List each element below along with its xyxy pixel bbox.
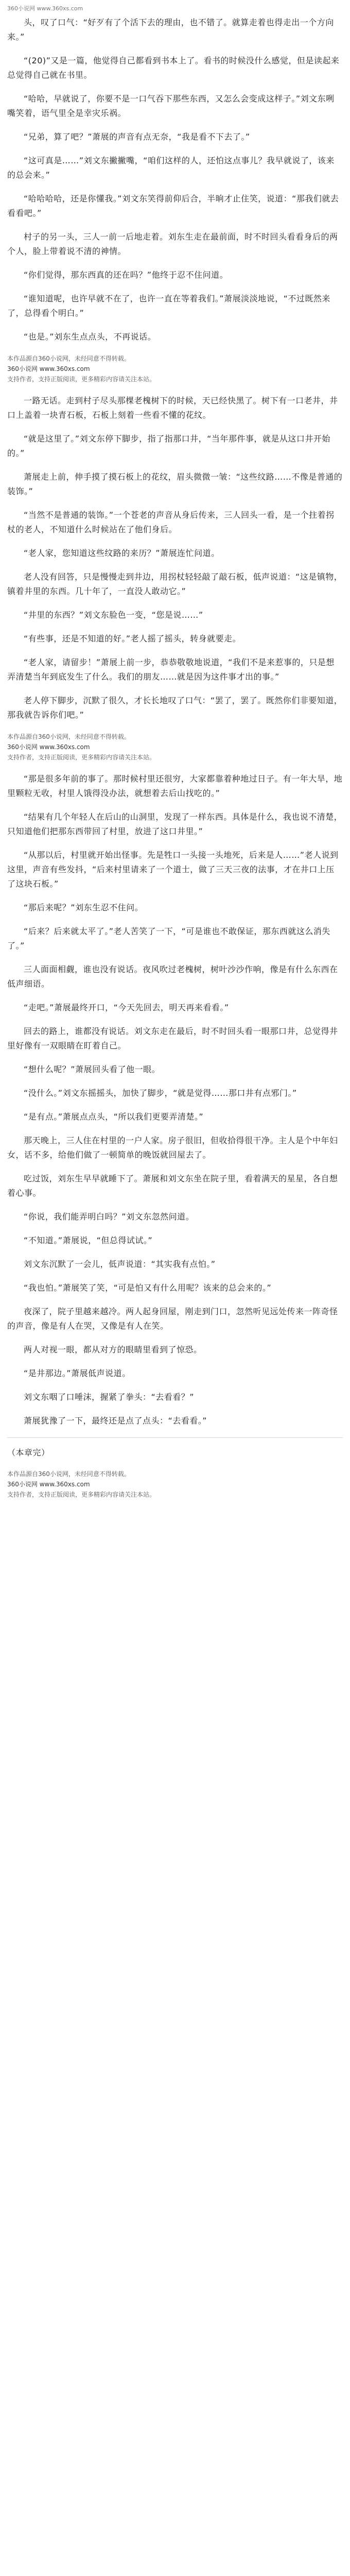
site-ad-block (7, 353, 343, 384)
paragraph: “谁知道呢，也许早就不在了，也许一直在等着我们。”萧展淡淡地说，“不过既然来了，总得看个明白。” (7, 294, 330, 318)
ad-site-link[interactable]: 360小说网 www.360xs.com (7, 1481, 90, 1488)
paragraph: “老人家，请留步！”萧展上前一步，恭恭敬敬地说道，“我们不是来惹事的，只是想弄清楚当年到底发生了什么。我们的朋友……就是因为这件事才出的事。” (7, 657, 335, 682)
paragraph: “后来？后来就太平了。”老人苦笑了一下，“可是谁也不敢保证，那东西就这么消失了。” (7, 926, 330, 951)
paragraph: “(20)”又是一篇，他觉得自己都看到书本上了。看书的时候没什么感觉，但是读起来总觉得自己就在书里。 (7, 56, 340, 80)
site-ad-block (7, 1469, 343, 1500)
paragraph: “没什么。”刘文东摇摇头，加快了脚步，“就是觉得……那口井有点邪门。” (24, 1088, 297, 1098)
paragraph: 夜深了，院子里越来越冷。两人起身回屋，刚走到门口，忽然听见远处传来一阵奇怪的声音，像是有人在哭，又像是有人在笑。 (7, 1307, 338, 1331)
paragraph: 刘文东沉默了一会儿，低声说道：“其实我有点怕。” (24, 1259, 216, 1269)
paragraph: “我也怕。”萧展笑了笑，“可是怕又有什么用呢？该来的总会来的。” (24, 1283, 272, 1293)
paragraph: 回去的路上，谁都没有说话。刘文东走在最后，时不时回头看一眼那口井，总觉得井里好像有一双眼睛在盯着自己。 (7, 1026, 338, 1050)
paragraph: 两人对视一眼，都从对方的眼睛里看到了惊恐。 (24, 1345, 202, 1354)
paragraph: 萧展犹豫了一下，最终还是点了点头：“去看看。” (24, 1416, 207, 1426)
ad-line: 支持作者，支持正版阅读，更多精彩内容请关注本站。 (7, 1491, 156, 1498)
paragraph: 老人没有回答，只是慢慢走到井边，用拐杖轻轻敲了敲石板，低声说道：“这是镇物，镇着井里的东西。几十年了，一直没人敢动它。” (7, 572, 343, 596)
paragraph: “那是很多年前的事了。那时候村里还很穷，大家都靠着种地过日子。有一年大旱，地里颗粒无收，村里人饿得没办法，就想着去后山找吃的。” (7, 774, 343, 798)
ad-line: 支持作者，支持正版阅读，更多精彩内容请关注本站。 (7, 376, 156, 383)
paragraph: “你们觉得，那东西真的还在吗？”他终于忍不住问道。 (24, 270, 229, 280)
paragraph: “有些事，还是不知道的好。”老人摇了摇头，转身就要走。 (24, 634, 241, 643)
paragraph: 那天晚上，三人住在村里的一户人家。房子很旧，但收拾得很干净。主人是个中年妇女，话不多，给他们做了一顿简单的晚饭就回屋去了。 (7, 1136, 338, 1160)
paragraph: “井里的东西？”刘文东脸色一变，“您是说……” (24, 610, 203, 620)
paragraph: “结果有几个年轻人在后山的山洞里，发现了一样东西。具体是什么，我也说不清楚，只知道他们把那东西带回了村里，放进了这口井里。” (7, 812, 343, 836)
paragraph: “老人家，您知道这些纹路的来历？”萧展连忙问道。 (24, 548, 220, 558)
paragraph: “这可真是……”刘文东撇撇嘴，“咱们这样的人，还怕这点事儿？我早就说了，该来的总会来。” (7, 156, 335, 180)
paragraph: 吃过饭，刘东生早早就睡下了。萧展和刘文东坐在院子里，看着满天的星星，各自想着心事。 (7, 1174, 338, 1198)
paragraph: 刘文东咽了口唾沫，握紧了拳头：“去看看？” (24, 1392, 195, 1402)
paragraph: “走吧。”萧展最终开口，“今天先回去，明天再来看看。” (24, 1003, 229, 1012)
paragraph: “当然不是普通的装饰。”一个苍老的声音从身后传来，三人回头一看，是一个拄着拐杖的老人，不知道什么时候站在了他们身后。 (7, 510, 335, 534)
ad-site-link[interactable]: 360小说网 www.360xs.com (7, 365, 90, 372)
paragraph: 老人停下脚步，沉默了很久，才长长地叹了口气：“罢了，罢了。既然你们非要知道，那我就告诉你们吧。” (7, 696, 343, 720)
paragraph: 一路无话。走到村子尽头那棵老槐树下的时候，天已经快黑了。树下有一口老井，井口上盖着一块青石板，石板上刻着一些看不懂的花纹。 (7, 396, 338, 420)
paragraph: “也是。”刘东生点点头，不再说话。 (24, 332, 156, 342)
ad-line: 本作品源自360小说网，未经同意不得转载。 (7, 1470, 130, 1478)
paragraph: “就是这里了。”刘文东停下脚步，指了指那口井，“当年那件事，就是从这口井开始的。” (7, 434, 330, 458)
paragraph: “是有点。”萧展点点头，“所以我们更要弄清楚。” (24, 1112, 204, 1122)
paragraph: “兄弟，算了吧？”萧展的声音有点无奈，“我是看不下去了。” (24, 132, 250, 142)
paragraph: “不知道。”萧展说，“但总得试试。” (24, 1235, 153, 1245)
paragraph: “你说，我们能弄明白吗？”刘文东忽然问道。 (24, 1212, 195, 1222)
paragraph: “是井那边。”萧展低声说道。 (24, 1368, 131, 1378)
source-line: 360小说网 www.360xs.com (7, 5, 83, 12)
site-ad-block (7, 732, 343, 762)
paragraph: “从那以后，村里就开始出怪事。先是牲口一头接一头地死，后来是人……”老人说到这里，声音有些发抖，“后来村里请来了一个道士，做了三天三夜的法事，才在井口上压了这块石板。” (7, 850, 339, 889)
paragraph: “哈哈，早就说了，你要不是一口气吞下那些东西，又怎么会变成这样子。”刘文东咧嘴笑着，语气里全是幸灾乐祸。 (7, 94, 335, 118)
chapter-end-mark: （本章完） (7, 1448, 50, 1458)
paragraph: “那后来呢？”刘东生忍不住问。 (24, 903, 144, 912)
paragraph: 头，叹了口气：“好歹有了个活下去的理由，也不错了。就算走着也得走出一个方向来。” (7, 18, 334, 42)
ad-line: 本作品源自360小说网，未经同意不得转载。 (7, 733, 130, 740)
paragraph: 三人面面相觑，谁也没有说话。夜风吹过老槐树，树叶沙沙作响，像是有什么东西在低声细语。 (7, 964, 338, 989)
ad-line: 本作品源自360小说网，未经同意不得转载。 (7, 355, 130, 362)
ad-site-link[interactable]: 360小说网 www.360xs.com (7, 743, 90, 751)
paragraph: 萧展走上前，伸手摸了摸石板上的花纹，眉头微微一皱：“这些纹路……不像是普通的装饰。” (7, 472, 343, 496)
paragraph: “哈哈哈哈，还是你懂我。”刘文东笑得前仰后合，半晌才止住笑，说道：“那我们就去看看吧。” (7, 194, 339, 218)
paragraph: 村子的另一头，三人一前一后地走着。刘东生走在最前面，时不时回头看看身后的两个人，脸上带着说不清的神情。 (7, 232, 338, 256)
divider (7, 1437, 343, 1438)
paragraph: “想什么呢？”萧展回头看了他一眼。 (24, 1064, 161, 1074)
ad-line: 支持作者，支持正版阅读，更多精彩内容请关注本站。 (7, 754, 156, 761)
